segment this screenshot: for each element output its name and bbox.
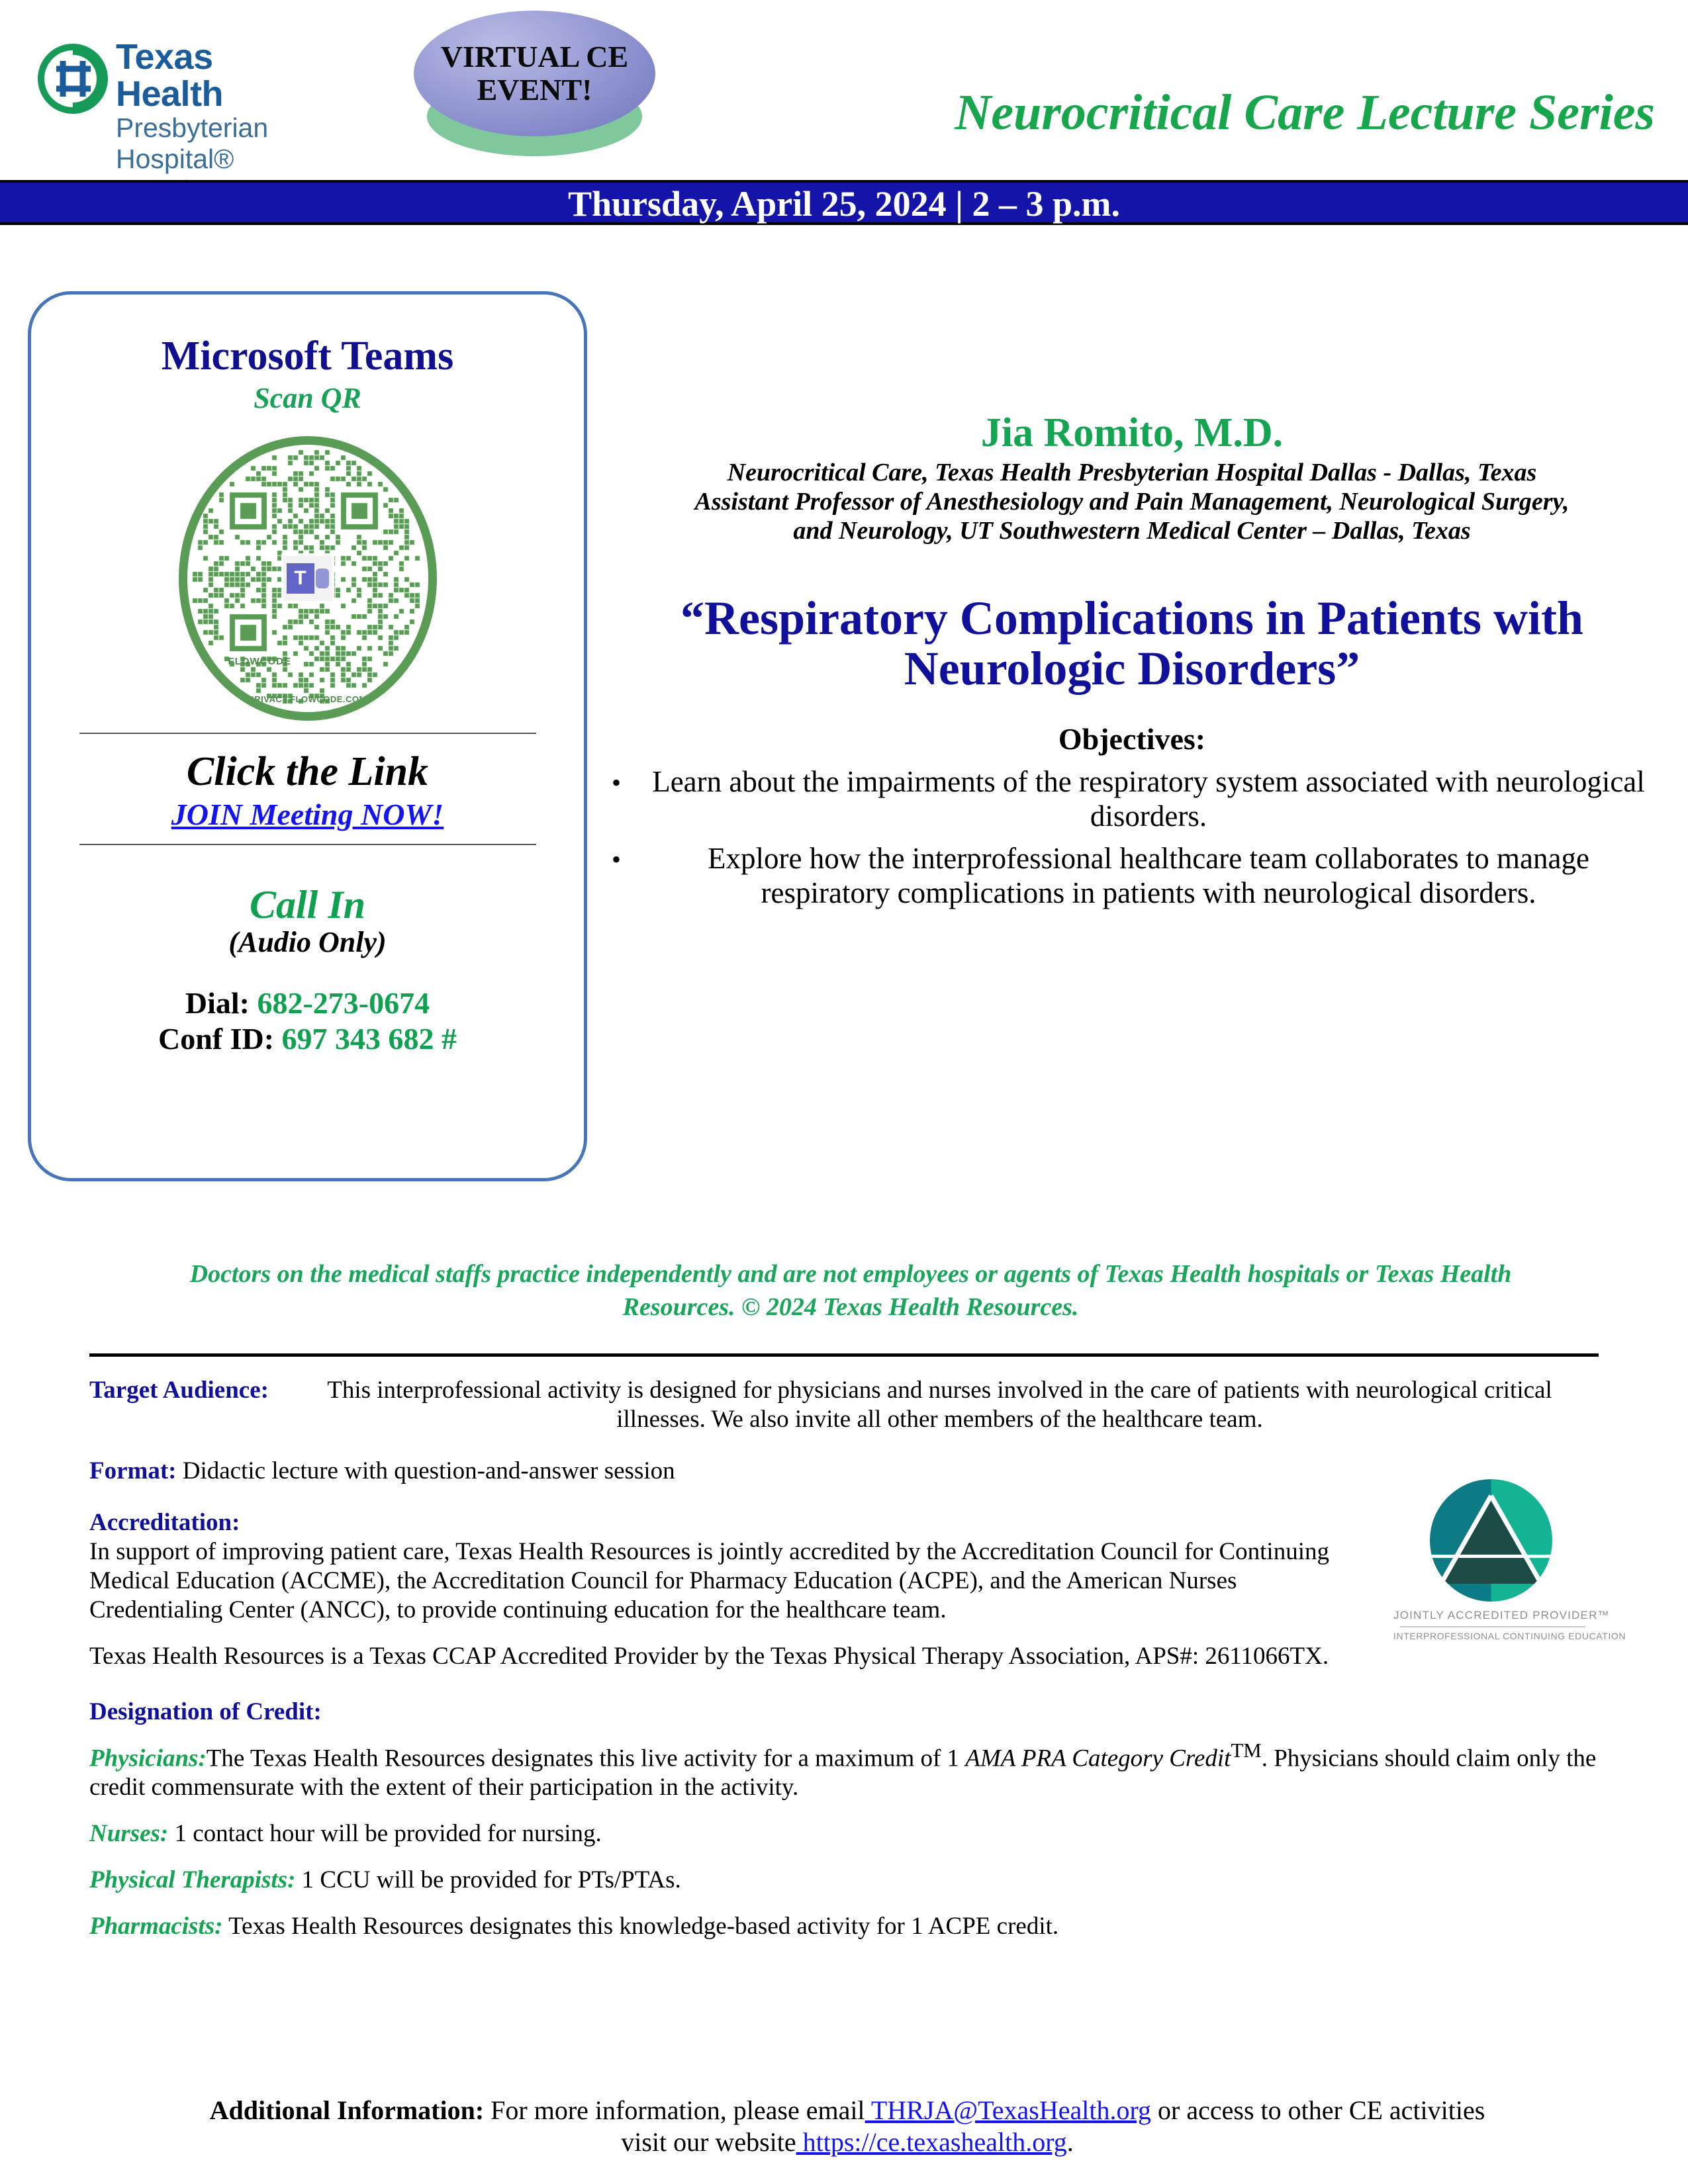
physicians-row [89, 1736, 1599, 1802]
physicians-label: Physicians: [89, 1745, 207, 1772]
lecture-title: “Respiratory Complications in Patients with Neurologic Disorders” [680, 592, 1583, 695]
physicians-text-b: . Physicians should claim only the credit commensurate with the extent of their participation in the activity. [89, 1745, 1597, 1801]
jointly-accredited-line-1: JOINTLY ACCREDITED PROVIDER™ [1393, 1609, 1610, 1621]
qr-code[interactable] [179, 436, 437, 721]
target-audience-label: Target Audience: [89, 1377, 269, 1404]
jointly-accredited-provider-logo [1393, 1479, 1626, 1658]
nurses-text: 1 contact hour will be provided for nursing. [174, 1820, 602, 1848]
speaker-affiliation-line-2: Assistant Professor of Anesthesiology and Pain Management, Neurological Surgery, [694, 488, 1570, 516]
footer-text-c: . [1066, 2127, 1074, 2157]
list-item [612, 841, 1655, 910]
click-the-link-heading: Click the Link [186, 749, 429, 794]
horizontal-rule [89, 1353, 1599, 1357]
physicians-text-a: The Texas Health Resources designates this live activity for a maximum of 1 [206, 1745, 966, 1772]
logo-line-2: Presbyterian Hospital® [116, 113, 269, 174]
conf-id-label: Conf ID: [158, 1022, 275, 1056]
objective-text: Explore how the interprofessional healthcare team collaborates to manage respiratory complications in patients with neurological disorders. [708, 842, 1589, 909]
physicians-tm: TM [1231, 1739, 1262, 1762]
qr-privacy-label: PRIVACY.FLOWCODE.COM [248, 694, 367, 704]
target-audience-block [89, 1376, 1599, 1434]
lecture-content [596, 410, 1668, 910]
jointly-accredited-divider [1400, 1626, 1585, 1627]
dial-row [31, 985, 584, 1021]
objectives-heading: Objectives: [1058, 722, 1206, 756]
logo-line-1: Texas Health [116, 37, 224, 114]
speaker-affiliations [596, 458, 1668, 545]
pharmacists-row [89, 1912, 1599, 1941]
dial-label: Dial: [185, 986, 250, 1020]
accreditation-block [89, 1508, 1626, 1671]
scan-qr-label: Scan QR [254, 382, 361, 414]
footer-text-a: For more information, please email [484, 2095, 865, 2125]
objectives-list [596, 764, 1668, 910]
designation-block [89, 1698, 1599, 1941]
call-in-subtitle: (Audio Only) [228, 926, 387, 958]
qr-flowcode-label: FLOWCODE [228, 656, 291, 667]
date-time-label: Thursday, April 25, 2024 | 2 – 3 p.m. [567, 184, 1121, 224]
format-row [89, 1457, 1599, 1486]
disclaimer-text: Doctors on the medical staffs practice independently and are not employees or agents of Texas Health hospitals or Texas Health Resources. © 2024 Texas Health Resources. [189, 1260, 1512, 1321]
dial-in-details [31, 985, 584, 1057]
pharmacists-text: Texas Health Resources designates this knowledge-based activity for 1 ACPE credit. [228, 1913, 1059, 1940]
call-in-heading: Call In [249, 883, 366, 927]
dial-value: 682-273-0674 [257, 986, 430, 1020]
texas-health-cross-icon [36, 42, 109, 115]
objective-text: Learn about the impairments of the respiratory system associated with neurological disorders. [652, 765, 1645, 833]
page-header [0, 0, 1688, 224]
accreditation-text: In support of improving patient care, Texas Health Resources is jointly accredited by the Accreditation Council for Continuing Medical Education (ACCME), the Accreditation Council for Pharmacy Education (ACPE), and the American Nurses Credentialing Center (ANCC), to provide continuing education for the healthcare team. [89, 1538, 1329, 1623]
physical-therapists-row [89, 1866, 1599, 1895]
physical-therapists-label: Physical Therapists: [89, 1866, 296, 1894]
additional-information-label: Additional Information: [209, 2095, 485, 2125]
physicians-italic: AMA PRA Category Credit [965, 1745, 1231, 1772]
conf-id-row [31, 1021, 584, 1057]
bullet-icon: • [612, 768, 622, 797]
format-block [89, 1457, 1599, 1486]
join-meeting-link[interactable]: JOIN Meeting NOW! [171, 797, 444, 831]
qr-code-wrapper [31, 436, 584, 721]
email-link[interactable]: THRJA@TexasHealth.org [865, 2095, 1152, 2125]
virtual-ce-event-label: VIRTUAL CE EVENT! [440, 40, 629, 107]
date-time-bar [0, 180, 1688, 225]
speaker-affiliation-line-1: Neurocritical Care, Texas Health Presbyterian Hospital Dallas - Dallas, Texas [727, 459, 1537, 486]
nurses-label: Nurses: [89, 1820, 169, 1848]
pharmacists-label: Pharmacists: [89, 1913, 223, 1940]
target-audience-text: This interprofessional activity is designed for physicians and nurses involved in the care of patients with neurological critical illnesses. We also invite all other members of the healthcare team. [327, 1377, 1552, 1433]
platform-label: Microsoft Teams [161, 334, 454, 379]
designation-heading: Designation of Credit: [89, 1698, 322, 1725]
accreditation-label: Accreditation: [89, 1509, 240, 1536]
footer-text-b: or access to other CE activities visit our website [621, 2095, 1485, 2157]
format-text: Didactic lecture with question-and-answer session [182, 1457, 675, 1484]
conf-id-value: 697 343 682 # [281, 1022, 457, 1056]
speaker-name: Jia Romito, M.D. [980, 410, 1284, 455]
jointly-accredited-line-2: INTERPROFESSIONAL CONTINUING EDUCATION [1393, 1631, 1626, 1641]
virtual-ce-event-badge [414, 11, 655, 136]
series-title: Neurocritical Care Lecture Series [955, 85, 1655, 140]
join-panel [28, 291, 587, 1181]
divider-top [79, 733, 536, 734]
bullet-icon: • [612, 844, 622, 874]
microsoft-teams-icon: T [283, 556, 332, 601]
jointly-accredited-triangle-icon [1430, 1479, 1552, 1602]
ccap-text: Texas Health Resources is a Texas CCAP Accredited Provider by the Texas Physical Therapy Association, APS#: 2611066TX. [89, 1643, 1329, 1670]
format-label: Format: [89, 1457, 177, 1484]
website-link[interactable]: https://ce.texashealth.org [796, 2127, 1067, 2157]
physical-therapists-text: 1 CCU will be provided for PTs/PTAs. [301, 1866, 681, 1894]
nurses-row [89, 1819, 1599, 1848]
details-section [89, 1367, 1626, 1941]
join-meeting-link-wrapper [31, 797, 584, 832]
list-item [612, 764, 1655, 833]
footer [185, 2095, 1509, 2158]
texas-health-logo [36, 37, 314, 174]
divider-bottom [79, 844, 536, 845]
speaker-affiliation-line-3: and Neurology, UT Southwestern Medical Center – Dallas, Texas [793, 517, 1471, 545]
